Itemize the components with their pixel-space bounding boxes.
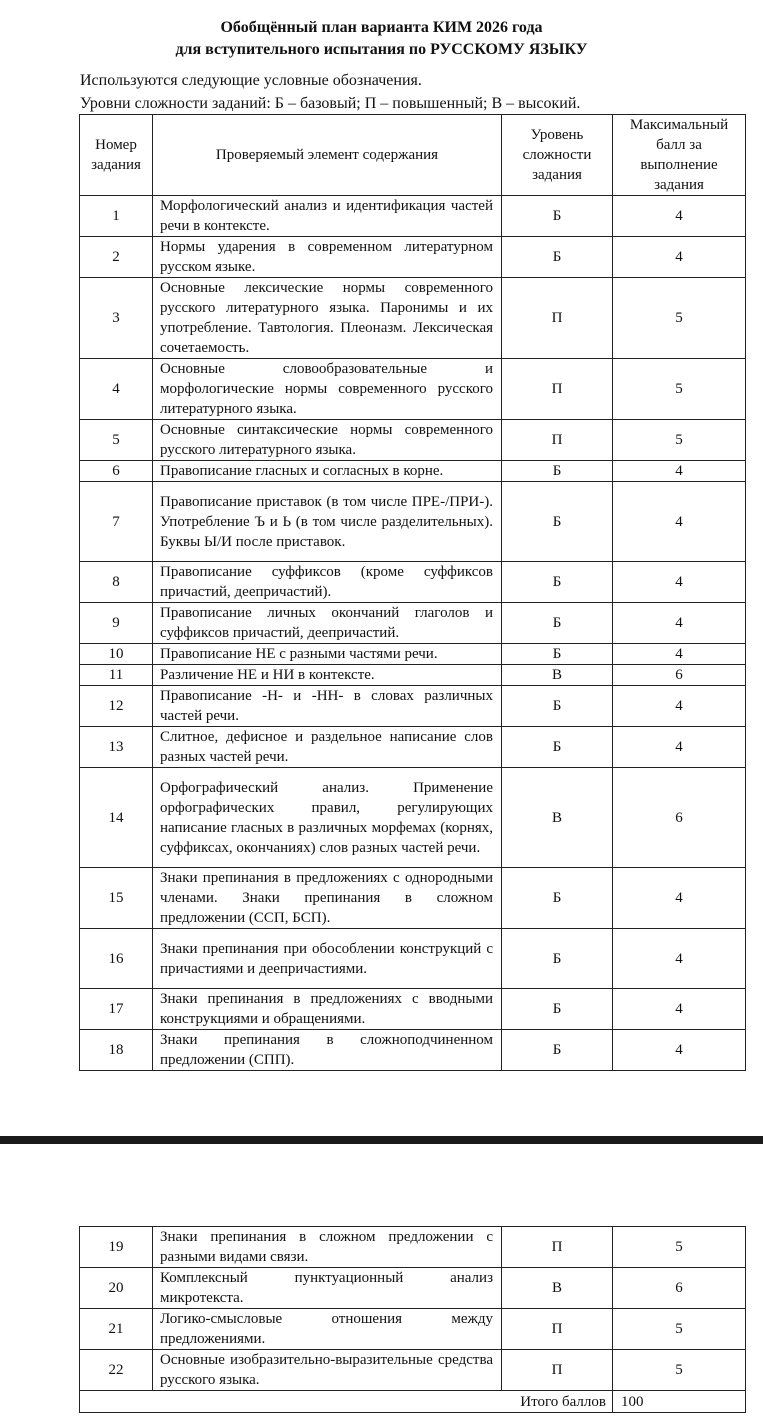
task-max-score: 5 bbox=[613, 420, 746, 461]
task-level: П bbox=[502, 278, 613, 359]
table-row bbox=[80, 1227, 746, 1268]
task-level: Б bbox=[502, 727, 613, 768]
legend-intro: Используются следующие условные обозначения. bbox=[80, 72, 422, 89]
task-max-score: 4 bbox=[613, 929, 746, 989]
task-number: 21 bbox=[80, 1309, 153, 1350]
task-max-score: 4 bbox=[613, 482, 746, 562]
table-row bbox=[80, 686, 746, 727]
task-level: Б bbox=[502, 989, 613, 1030]
task-number: 10 bbox=[80, 644, 153, 665]
task-max-score: 6 bbox=[613, 768, 746, 868]
task-description: Знаки препинания в сложноподчиненном предложении (СПП). bbox=[153, 1030, 502, 1071]
task-max-score: 5 bbox=[613, 1350, 746, 1391]
header-number: Номер задания bbox=[80, 115, 153, 196]
table-row bbox=[80, 868, 746, 929]
task-max-score: 4 bbox=[613, 237, 746, 278]
task-level: Б bbox=[502, 868, 613, 929]
task-number: 9 bbox=[80, 603, 153, 644]
task-level: Б bbox=[502, 1030, 613, 1071]
task-max-score: 4 bbox=[613, 868, 746, 929]
task-level: Б bbox=[502, 929, 613, 989]
task-max-score: 4 bbox=[613, 989, 746, 1030]
task-description: Комплексный пунктуационный анализ микротекста. bbox=[153, 1268, 502, 1309]
table-row bbox=[80, 768, 746, 868]
task-max-score: 4 bbox=[613, 1030, 746, 1071]
document-title-line1: Обобщённый план варианта КИМ 2026 года bbox=[220, 19, 543, 36]
table-row bbox=[80, 461, 746, 482]
task-max-score: 4 bbox=[613, 196, 746, 237]
task-number: 5 bbox=[80, 420, 153, 461]
task-description: Морфологический анализ и идентификация частей речи в контексте. bbox=[153, 196, 502, 237]
task-level: Б bbox=[502, 196, 613, 237]
task-description: Правописание личных окончаний глаголов и суффиксов причастий, деепричастий. bbox=[153, 603, 502, 644]
task-description: Правописание -Н- и -НН- в словах различных частей речи. bbox=[153, 686, 502, 727]
task-description: Правописание приставок (в том числе ПРЕ-/ПРИ-). Употребление Ъ и Ь (в том числе разделительных). Буквы Ы/И после приставок. bbox=[153, 482, 502, 562]
task-max-score: 4 bbox=[613, 686, 746, 727]
task-description: Знаки препинания при обособлении конструкций с причастиями и деепричастиями. bbox=[153, 929, 502, 989]
task-description: Знаки препинания в сложном предложении с разными видами связи. bbox=[153, 1227, 502, 1268]
task-max-score: 6 bbox=[613, 665, 746, 686]
table-row bbox=[80, 482, 746, 562]
task-description: Нормы ударения в современном литературном русском языке. bbox=[153, 237, 502, 278]
table-row bbox=[80, 929, 746, 989]
task-max-score: 5 bbox=[613, 1227, 746, 1268]
task-number: 1 bbox=[80, 196, 153, 237]
task-number: 7 bbox=[80, 482, 153, 562]
task-level: Б bbox=[502, 644, 613, 665]
task-max-score: 4 bbox=[613, 562, 746, 603]
task-number: 18 bbox=[80, 1030, 153, 1071]
table-row bbox=[80, 603, 746, 644]
table-row bbox=[80, 420, 746, 461]
task-number: 19 bbox=[80, 1227, 153, 1268]
task-max-score: 4 bbox=[613, 461, 746, 482]
task-description: Правописание НЕ с разными частями речи. bbox=[153, 644, 502, 665]
table-row bbox=[80, 278, 746, 359]
task-number: 6 bbox=[80, 461, 153, 482]
table-row bbox=[80, 1350, 746, 1391]
table-row bbox=[80, 237, 746, 278]
task-level: П bbox=[502, 1350, 613, 1391]
task-number: 20 bbox=[80, 1268, 153, 1309]
task-max-score: 5 bbox=[613, 278, 746, 359]
task-description: Правописание суффиксов (кроме суффиксов причастий, деепричастий). bbox=[153, 562, 502, 603]
task-level: Б bbox=[502, 686, 613, 727]
task-number: 16 bbox=[80, 929, 153, 989]
task-number: 3 bbox=[80, 278, 153, 359]
header-level: Уровень сложности задания bbox=[502, 115, 613, 196]
task-description: Основные лексические нормы современного русского литературного языка. Паронимы и их употребление. Тавтология. Плеоназм. Лексическая сочетаемость. bbox=[153, 278, 502, 359]
task-number: 13 bbox=[80, 727, 153, 768]
task-max-score: 6 bbox=[613, 1268, 746, 1309]
task-number: 2 bbox=[80, 237, 153, 278]
task-level: П bbox=[502, 1227, 613, 1268]
task-description: Основные синтаксические нормы современного русского литературного языка. bbox=[153, 420, 502, 461]
task-level: Б bbox=[502, 482, 613, 562]
task-level: В bbox=[502, 768, 613, 868]
task-description: Логико-смысловые отношения между предложениями. bbox=[153, 1309, 502, 1350]
task-level: Б bbox=[502, 603, 613, 644]
table-row bbox=[80, 562, 746, 603]
table-row bbox=[80, 989, 746, 1030]
task-level: Б bbox=[502, 237, 613, 278]
total-label: Итого баллов bbox=[80, 1391, 613, 1413]
task-level: Б bbox=[502, 461, 613, 482]
task-plan-table bbox=[79, 114, 746, 1071]
task-description: Знаки препинания в предложениях с вводными конструкциями и обращениями. bbox=[153, 989, 502, 1030]
task-number: 4 bbox=[80, 359, 153, 420]
table-row bbox=[80, 727, 746, 768]
task-level: В bbox=[502, 1268, 613, 1309]
task-description: Основные изобразительно-выразительные средства русского языка. bbox=[153, 1350, 502, 1391]
task-description: Орфографический анализ. Применение орфографических правил, регулирующих написание гласных в различных морфемах (корнях, суффиксах, окончаниях) слов разных частей речи. bbox=[153, 768, 502, 868]
table-row bbox=[80, 196, 746, 237]
task-number: 22 bbox=[80, 1350, 153, 1391]
task-max-score: 5 bbox=[613, 1309, 746, 1350]
task-level: П bbox=[502, 420, 613, 461]
task-level: Б bbox=[502, 562, 613, 603]
task-number: 12 bbox=[80, 686, 153, 727]
document-title-line2: для вступительного испытания по РУССКОМУ ЯЗЫКУ bbox=[175, 41, 588, 58]
task-level: П bbox=[502, 359, 613, 420]
task-level: В bbox=[502, 665, 613, 686]
table-body bbox=[80, 196, 746, 1071]
task-number: 8 bbox=[80, 562, 153, 603]
table-row bbox=[80, 359, 746, 420]
task-description: Слитное, дефисное и раздельное написание слов разных частей речи. bbox=[153, 727, 502, 768]
task-number: 11 bbox=[80, 665, 153, 686]
header-max-score: Максимальный балл за выполнение задания bbox=[613, 115, 746, 196]
task-max-score: 5 bbox=[613, 359, 746, 420]
task-number: 15 bbox=[80, 868, 153, 929]
header-element: Проверяемый элемент содержания bbox=[153, 115, 502, 196]
task-max-score: 4 bbox=[613, 644, 746, 665]
task-description: Основные словообразовательные и морфологические нормы современного русского литературного языка. bbox=[153, 359, 502, 420]
task-description: Различение НЕ и НИ в контексте. bbox=[153, 665, 502, 686]
task-level: П bbox=[502, 1309, 613, 1350]
legend-levels: Уровни сложности заданий: Б – базовый; П – повышенный; В – высокий. bbox=[80, 95, 581, 112]
total-row bbox=[80, 1391, 746, 1413]
task-description: Знаки препинания в предложениях с однородными членами. Знаки препинания в сложном предложении (ССП, БСП). bbox=[153, 868, 502, 929]
task-plan-table-continued bbox=[79, 1226, 746, 1413]
table-row bbox=[80, 1030, 746, 1071]
table-header-row bbox=[80, 115, 746, 196]
task-max-score: 4 bbox=[613, 603, 746, 644]
table-row bbox=[80, 1309, 746, 1350]
table-row bbox=[80, 1268, 746, 1309]
table-row bbox=[80, 644, 746, 665]
table-body-continued bbox=[80, 1227, 746, 1391]
total-value: 100 bbox=[613, 1391, 746, 1413]
table-row bbox=[80, 665, 746, 686]
task-number: 14 bbox=[80, 768, 153, 868]
task-max-score: 4 bbox=[613, 727, 746, 768]
task-description: Правописание гласных и согласных в корне. bbox=[153, 461, 502, 482]
task-number: 17 bbox=[80, 989, 153, 1030]
page-divider bbox=[0, 1136, 763, 1144]
